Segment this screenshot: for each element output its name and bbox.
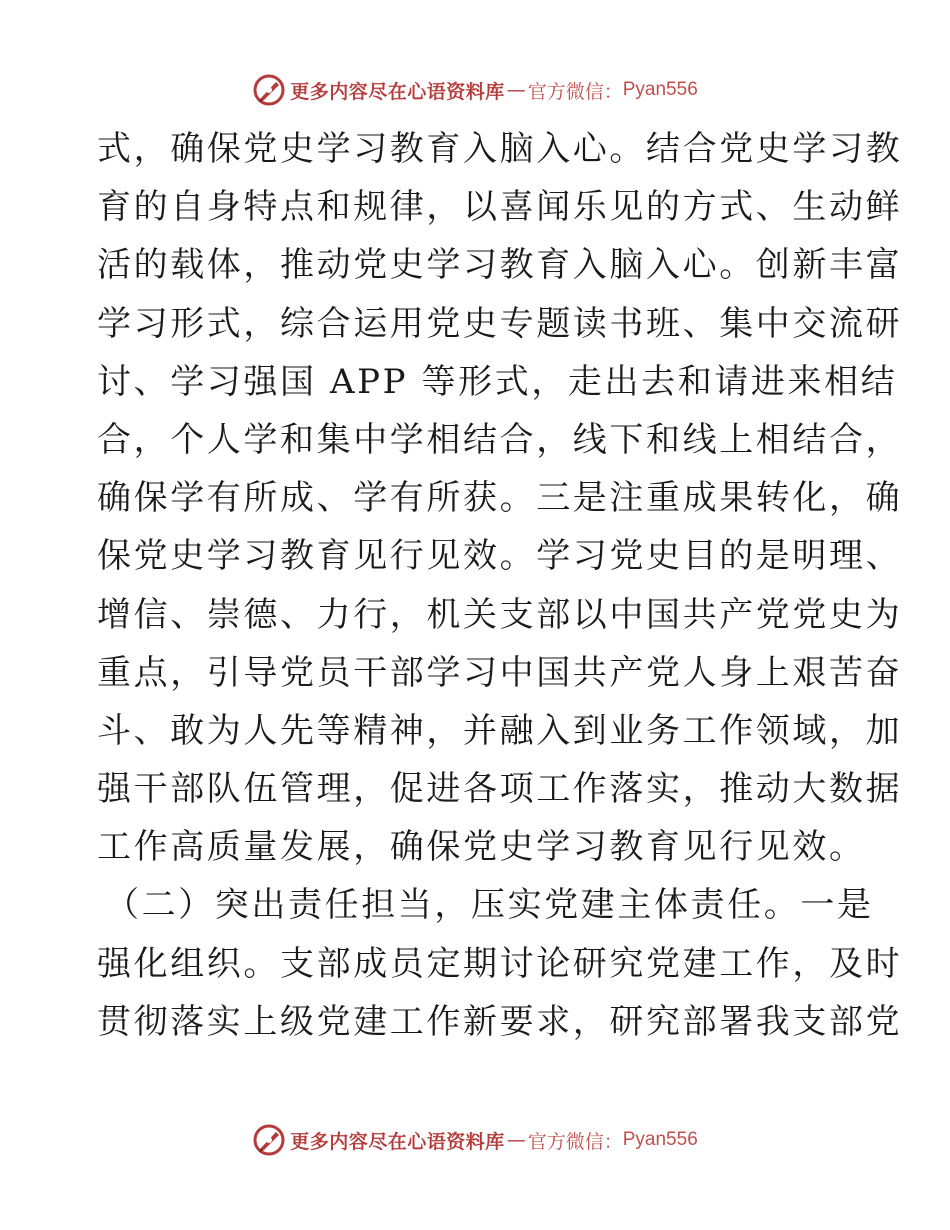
body-line: 合，个人学和集中学相结合，线下和线上相结合， [97,419,903,460]
body-line: 活的载体，推动党史学习教育入脑入心。创新丰富 [97,245,903,286]
body-line: 斗、敢为人先等精神，并融入到业务工作领域，加 [97,710,903,751]
quill-logo-icon [252,1123,286,1157]
body-line: 讨、学习强国 APP 等形式，走出去和请进来相结 [97,361,898,402]
body-line: 式，确保党史学习教育入脑入心。结合党史学习教 [97,129,903,169]
banner-separator: — [506,79,526,101]
banner-wechat-id: Pyan556 [622,79,698,100]
document-body [97,120,903,1051]
body-line: 强化组织。支部成员定期讨论研究党建工作，及时 [97,943,903,984]
body-line: 强干部队伍管理，促进各项工作落实，推动大数据 [97,769,903,810]
body-line: 育的自身特点和规律，以喜闻乐见的方式、生动鲜 [97,187,903,228]
quill-logo-icon [252,73,286,107]
banner-brand-text: 更多内容尽在心语资料库 [290,1130,505,1153]
body-line: 重点，引导党员干部学习中国共产党人身上艰苦奋 [97,652,903,693]
body-line: 学习形式，综合运用党史专题读书班、集中交流研 [97,303,903,344]
banner-wechat-label: 官方微信： [527,80,623,103]
footer-banner [0,1120,950,1160]
header-banner [0,70,950,110]
banner-separator: — [506,1129,526,1151]
banner-wechat-label: 官方微信： [527,1130,623,1153]
section-heading-line: （二）突出责任担当，压实党建主体责任。一是 [105,885,874,926]
body-line: 确保学有所成、学有所获。三是注重成果转化，确 [97,478,903,519]
body-line: 贯彻落实上级党建工作新要求，研究部署我支部党 [97,1001,903,1042]
body-line: 保党史学习教育见行见效。学习党史目的是明理、 [97,536,903,577]
body-line: 增信、崇德、力行，机关支部以中国共产党党史为 [97,594,903,635]
banner-brand-text: 更多内容尽在心语资料库 [290,80,505,103]
banner-wechat-id: Pyan556 [622,1129,698,1150]
body-line: 工作高质量发展，确保党史学习教育见行见效。 [97,827,866,868]
